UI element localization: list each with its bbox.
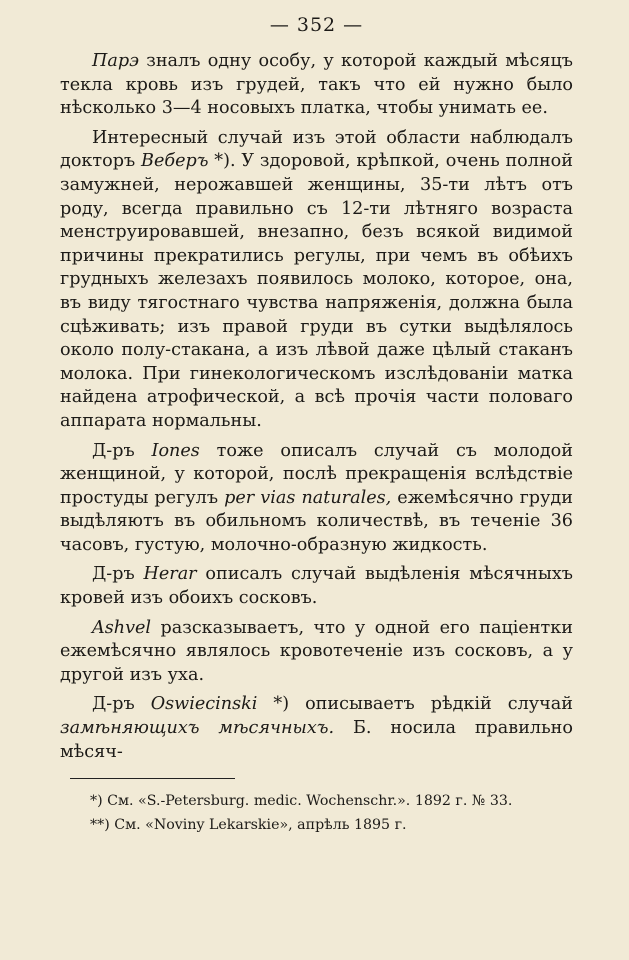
text-run: *). У здоровой, крѣпкой, очень полной замужней, нерожавшей женщины, 35-ти лѣтъ отъ роду, всегда правильно съ 12-ти лѣтняго возраста менструировавшей, внезапно, безъ всякой видимой причины прекратились регулы, при чемъ въ обѣихъ грудныхъ железахъ появилось молоко, которое, она, въ виду тягостнаго чувства напряженія, должна была сцѣживать; изъ правой груди въ сутки выдѣлялось около полу-стакана, а изъ лѣвой даже цѣлый стаканъ молока. При гинекологическомъ изслѣдованіи матка найдена атрофической, а всѣ прочія части половаго аппарата нормальны. [60, 151, 573, 431]
text-run: *) описываетъ рѣдкій случай [257, 694, 573, 715]
paragraph [60, 50, 573, 121]
text-run: Д-ръ [92, 564, 144, 585]
text-run: Интересный случай изъ этой области наблюдалъ докторъ [60, 127, 573, 172]
paragraph [60, 693, 573, 764]
italic-text: Herar [143, 564, 197, 585]
text-run: тоже описалъ случай съ молодой женщиной, у которой, послѣ прекращенія вслѣдствіе простуды регулъ [60, 440, 573, 508]
body-text [60, 50, 573, 764]
footnote: **) См. «Noviny Lekarskie», апрѣль 1895 г. [90, 817, 407, 834]
text-run: Б. носила правильно мѣсяч- [60, 718, 573, 762]
italic-text: замѣняющихъ мѣсячныхъ. [60, 718, 335, 739]
italic-text: Парэ [92, 51, 139, 71]
text-run: ежемѣсячно груди выдѣляютъ въ обильномъ количествѣ, въ теченіе 36 часовъ, густую, молочно-образную жидкость. [60, 487, 573, 555]
text-run: Д-ръ [92, 694, 151, 715]
italic-text: Веберъ [141, 151, 209, 172]
paragraph [60, 440, 573, 558]
text-run: Д-ръ [92, 440, 152, 461]
paragraph [60, 127, 573, 434]
paragraph [60, 563, 573, 610]
text-run: описалъ случай выдѣленія мѣсячныхъ кровей изъ обоихъ сосковъ. [60, 564, 573, 609]
italic-text: Ashvel [92, 617, 152, 638]
italic-text: Oswiecinski [150, 694, 258, 715]
italic-text: per vias naturales, [224, 487, 392, 508]
page-number: — 352 — [269, 14, 364, 36]
text-run: разсказываетъ, что у одной его паціентки ежемѣсячно являлось кровотеченіе изъ сосковъ, а у другой изъ уха. [60, 617, 573, 685]
paragraph [60, 617, 573, 688]
footnote: *) См. «S.-Petersburg. medic. Wochenschr.». 1892 г. № 33. [90, 793, 513, 810]
text-run: зналъ одну особу, у которой каждый мѣсяцъ текла кровь изъ грудей, такъ что ей нужно было нѣсколько 3—4 носовыхъ платка, чтобы унимать ее. [60, 51, 573, 119]
italic-text: Iones [151, 440, 200, 461]
footnote-divider [70, 778, 235, 779]
